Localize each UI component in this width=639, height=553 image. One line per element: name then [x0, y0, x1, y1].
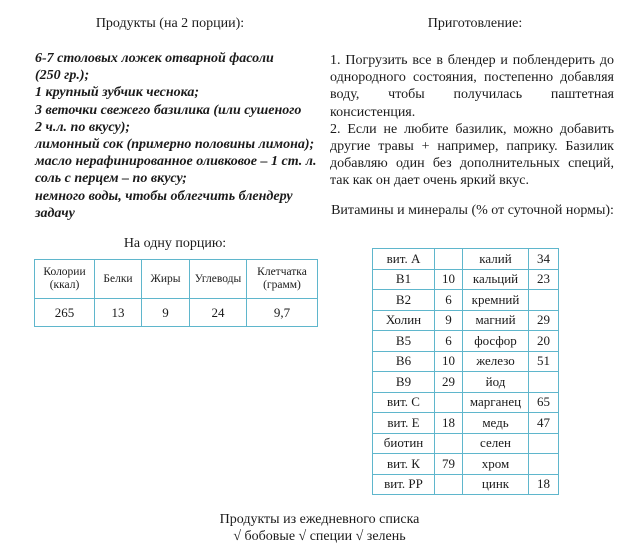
- nutrient-value-cell: 47: [529, 413, 559, 434]
- nutrient-name-cell: селен: [463, 433, 529, 454]
- nutrient-value-cell: 10: [435, 351, 463, 372]
- ingredient-line: задачу: [35, 205, 75, 221]
- nutrient-value-cell: 29: [435, 372, 463, 393]
- header-cell: Клетчатка (грамм): [247, 260, 318, 299]
- header-cell: Углеводы: [190, 260, 247, 299]
- table-row: [35, 299, 318, 327]
- value-cell: 265: [35, 299, 95, 327]
- table-row: [373, 269, 559, 290]
- preparation-step: 2. Если не любите базилик, можно добавить другие травы + например, паприку. Базилик добавляю один без дополнительных специй, так как он дает очень яркий вкус.: [330, 121, 614, 189]
- table-header-row: [35, 260, 318, 299]
- ingredient-line: 2 ч.л. по вкусу);: [35, 119, 131, 135]
- nutrient-value-cell: [435, 433, 463, 454]
- nutrient-value-cell: 18: [529, 474, 559, 495]
- nutrient-name-cell: хром: [463, 454, 529, 475]
- ingredients-title: Продукты (на 2 порции):: [95, 16, 245, 31]
- nutrient-value-cell: 51: [529, 351, 559, 372]
- preparation-step: 1. Погрузить все в блендер и поблендерить до однородного состояния, постепенно добавляя воду, чтобы получилась паштетная консистенция.: [330, 53, 614, 120]
- nutrient-name-cell: йод: [463, 372, 529, 393]
- nutrient-name-cell: железо: [463, 351, 529, 372]
- table-row: [373, 413, 559, 434]
- vitamins-table: [372, 248, 559, 495]
- nutrient-name-cell: Холин: [373, 310, 435, 331]
- nutrient-name-cell: вит. С: [373, 392, 435, 413]
- nutrient-value-cell: [529, 372, 559, 393]
- footer-title: Продукты из ежедневного списка: [219, 512, 420, 527]
- ingredient-line: немного воды, чтобы облегчить блендеру: [35, 188, 293, 204]
- nutrient-name-cell: биотин: [373, 433, 435, 454]
- nutrient-value-cell: 65: [529, 392, 559, 413]
- footer-checklist: √ бобовые √ специи √ зелень: [233, 529, 406, 544]
- ingredient-line: 6-7 столовых ложек отварной фасоли: [35, 51, 274, 66]
- daily-list-footer: [0, 511, 639, 545]
- table-row: [373, 249, 559, 270]
- per-portion-title: На одну порцию:: [123, 236, 227, 251]
- nutrient-value-cell: 29: [529, 310, 559, 331]
- nutrient-value-cell: 18: [435, 413, 463, 434]
- nutrient-value-cell: 6: [435, 290, 463, 311]
- nutrient-value-cell: [529, 290, 559, 311]
- table-row: [373, 474, 559, 495]
- nutrient-value-cell: 6: [435, 331, 463, 352]
- nutrient-name-cell: В1: [373, 269, 435, 290]
- nutrient-name-cell: В5: [373, 331, 435, 352]
- ingredient-line: масло нерафинированное оливковое – 1 ст. л.: [35, 154, 317, 170]
- table-row: [373, 351, 559, 372]
- nutrient-name-cell: фосфор: [463, 331, 529, 352]
- nutrient-value-cell: [435, 474, 463, 495]
- nutrient-value-cell: [435, 249, 463, 270]
- nutrient-name-cell: марганец: [463, 392, 529, 413]
- ingredient-line: (250 гр.);: [35, 68, 90, 84]
- nutrient-value-cell: 10: [435, 269, 463, 290]
- table-row: [373, 372, 559, 393]
- ingredient-line: соль с перцем – по вкусу;: [35, 171, 187, 187]
- ingredient-line: 3 веточки свежего базилика (или сушеного: [35, 102, 302, 118]
- header-cell: Белки: [95, 260, 142, 299]
- value-cell: 9: [142, 299, 190, 327]
- nutrient-name-cell: вит. Е: [373, 413, 435, 434]
- nutrient-name-cell: В2: [373, 290, 435, 311]
- nutrient-name-cell: кремний: [463, 290, 529, 311]
- nutrient-name-cell: цинк: [463, 474, 529, 495]
- nutrient-value-cell: 79: [435, 454, 463, 475]
- table-row: [373, 433, 559, 454]
- nutrient-name-cell: вит. К: [373, 454, 435, 475]
- value-cell: 24: [190, 299, 247, 327]
- nutrient-name-cell: вит. А: [373, 249, 435, 270]
- table-row: [373, 310, 559, 331]
- header-cell: Жиры: [142, 260, 190, 299]
- table-row: [373, 392, 559, 413]
- table-row: [373, 290, 559, 311]
- nutrient-name-cell: В6: [373, 351, 435, 372]
- nutrient-value-cell: [529, 433, 559, 454]
- nutrition-table: [34, 259, 318, 327]
- vitamins-table-body: [373, 249, 559, 495]
- nutrient-name-cell: калий: [463, 249, 529, 270]
- vitamins-title: Витамины и минералы (% от суточной нормы):: [331, 203, 614, 218]
- table-row: [373, 454, 559, 475]
- nutrient-value-cell: [529, 454, 559, 475]
- nutrient-name-cell: магний: [463, 310, 529, 331]
- ingredient-line: 1 крупный зубчик чеснока;: [35, 85, 200, 101]
- ingredients-list: [35, 50, 325, 222]
- header-cell: Колории (ккал): [35, 260, 95, 299]
- preparation-title: Приготовление:: [427, 16, 523, 31]
- preparation-steps: [330, 52, 614, 190]
- ingredient-line: лимонный сок (примерно половины лимона);: [35, 137, 315, 153]
- nutrient-name-cell: В9: [373, 372, 435, 393]
- value-cell: 13: [95, 299, 142, 327]
- nutrient-name-cell: вит. РР: [373, 474, 435, 495]
- nutrient-value-cell: [435, 392, 463, 413]
- nutrient-value-cell: 20: [529, 331, 559, 352]
- nutrient-value-cell: 34: [529, 249, 559, 270]
- nutrient-name-cell: кальций: [463, 269, 529, 290]
- table-row: [373, 331, 559, 352]
- nutrient-value-cell: 9: [435, 310, 463, 331]
- nutrient-name-cell: медь: [463, 413, 529, 434]
- nutrient-value-cell: 23: [529, 269, 559, 290]
- value-cell: 9,7: [247, 299, 318, 327]
